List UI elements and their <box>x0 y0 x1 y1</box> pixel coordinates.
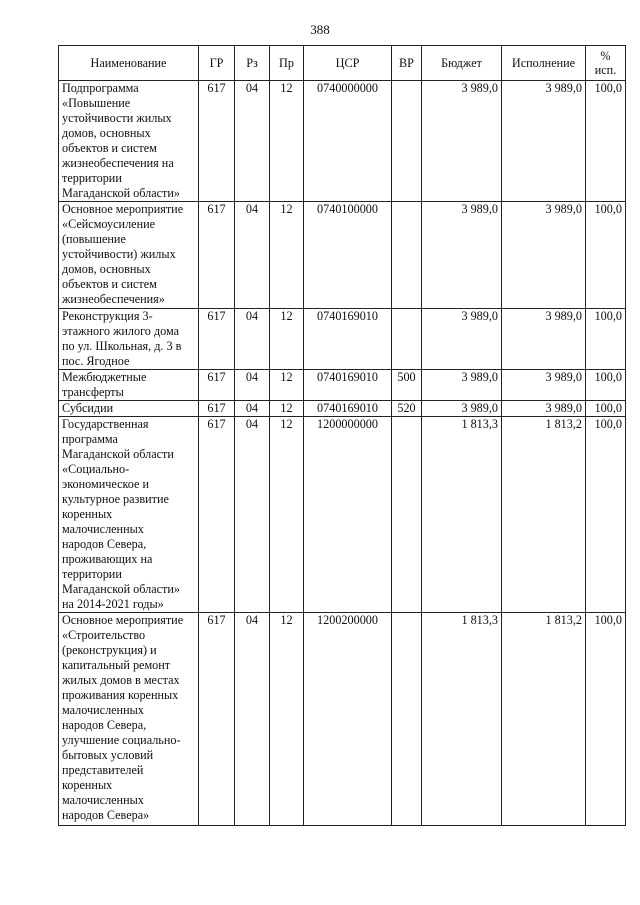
row-execution: 1 813,2 <box>502 613 586 826</box>
row-name: Основное мероприятие «Строительство (реконструкция) и капитальный ремонт жилых домов в местах проживания коренных малочисленных народов Севера, улучшение социально- бытовых условий представителей коренных малочисленных народов Севера» <box>59 613 199 826</box>
row-rz: 04 <box>235 613 270 826</box>
row-gr: 617 <box>199 370 235 401</box>
page-number: 388 <box>310 22 330 37</box>
row-pr: 12 <box>270 309 304 370</box>
row-budget: 3 989,0 <box>422 81 502 202</box>
row-pr: 12 <box>270 81 304 202</box>
table-row <box>59 401 626 417</box>
header-percent-label: исп. <box>594 63 617 77</box>
row-budget: 1 813,3 <box>422 417 502 613</box>
row-vr <box>392 613 422 826</box>
row-execution: 3 989,0 <box>502 309 586 370</box>
row-rz: 04 <box>235 417 270 613</box>
row-gr: 617 <box>199 401 235 417</box>
header-percent <box>586 46 626 81</box>
row-execution: 3 989,0 <box>502 81 586 202</box>
row-name: Реконструкция 3- этажного жилого дома по ул. Школьная, д. 3 в пос. Ягодное <box>59 309 199 370</box>
row-csr: 0740000000 <box>304 81 392 202</box>
row-name: Основное мероприятие «Сейсмоусиление (повышение устойчивости) жилых домов, основных объектов и систем жизнеобеспечения» <box>59 202 199 309</box>
table-row <box>59 417 626 613</box>
row-budget: 3 989,0 <box>422 401 502 417</box>
row-pr: 12 <box>270 401 304 417</box>
row-vr: 500 <box>392 370 422 401</box>
table-row <box>59 309 626 370</box>
row-pr: 12 <box>270 613 304 826</box>
row-name: Подпрограмма «Повышение устойчивости жилых домов, основных объектов и систем жизнеобеспечения на территории Магаданской области» <box>59 81 199 202</box>
row-vr <box>392 417 422 613</box>
row-csr: 0740169010 <box>304 370 392 401</box>
row-gr: 617 <box>199 613 235 826</box>
row-execution: 3 989,0 <box>502 202 586 309</box>
row-budget: 1 813,3 <box>422 613 502 826</box>
header-percent-symbol: % <box>600 49 611 63</box>
row-rz: 04 <box>235 81 270 202</box>
row-csr: 0740100000 <box>304 202 392 309</box>
row-percent: 100,0 <box>586 309 626 370</box>
row-csr: 1200200000 <box>304 613 392 826</box>
row-percent: 100,0 <box>586 401 626 417</box>
header-execution: Исполнение <box>502 46 586 81</box>
budget-execution-table <box>58 45 626 826</box>
row-vr: 520 <box>392 401 422 417</box>
header-csr: ЦСР <box>304 46 392 81</box>
table-row <box>59 370 626 401</box>
row-gr: 617 <box>199 417 235 613</box>
header-vr: ВР <box>392 46 422 81</box>
row-pr: 12 <box>270 370 304 401</box>
row-name: Субсидии <box>59 401 199 417</box>
row-gr: 617 <box>199 81 235 202</box>
row-csr: 0740169010 <box>304 309 392 370</box>
row-percent: 100,0 <box>586 202 626 309</box>
row-name: Межбюджетные трансферты <box>59 370 199 401</box>
row-name: Государственная программа Магаданской области «Социально- экономическое и культурное развитие коренных малочисленных народов Севера, проживающих на территории Магаданской области» на 2014-2021 годы» <box>59 417 199 613</box>
row-pr: 12 <box>270 417 304 613</box>
row-vr <box>392 309 422 370</box>
row-execution: 1 813,2 <box>502 417 586 613</box>
header-gr: ГР <box>199 46 235 81</box>
row-vr <box>392 81 422 202</box>
row-csr: 1200000000 <box>304 417 392 613</box>
header-pr: Пр <box>270 46 304 81</box>
row-budget: 3 989,0 <box>422 309 502 370</box>
table-row <box>59 202 626 309</box>
row-percent: 100,0 <box>586 417 626 613</box>
row-rz: 04 <box>235 370 270 401</box>
row-execution: 3 989,0 <box>502 370 586 401</box>
row-vr <box>392 202 422 309</box>
row-rz: 04 <box>235 309 270 370</box>
row-budget: 3 989,0 <box>422 370 502 401</box>
row-percent: 100,0 <box>586 81 626 202</box>
header-budget: Бюджет <box>422 46 502 81</box>
table-row <box>59 613 626 826</box>
row-percent: 100,0 <box>586 370 626 401</box>
table-header-row <box>59 46 626 81</box>
row-pr: 12 <box>270 202 304 309</box>
row-csr: 0740169010 <box>304 401 392 417</box>
row-rz: 04 <box>235 401 270 417</box>
row-gr: 617 <box>199 202 235 309</box>
row-percent: 100,0 <box>586 613 626 826</box>
header-name: Наименование <box>59 46 199 81</box>
table-row <box>59 81 626 202</box>
row-rz: 04 <box>235 202 270 309</box>
row-execution: 3 989,0 <box>502 401 586 417</box>
header-rz: Рз <box>235 46 270 81</box>
row-budget: 3 989,0 <box>422 202 502 309</box>
row-gr: 617 <box>199 309 235 370</box>
